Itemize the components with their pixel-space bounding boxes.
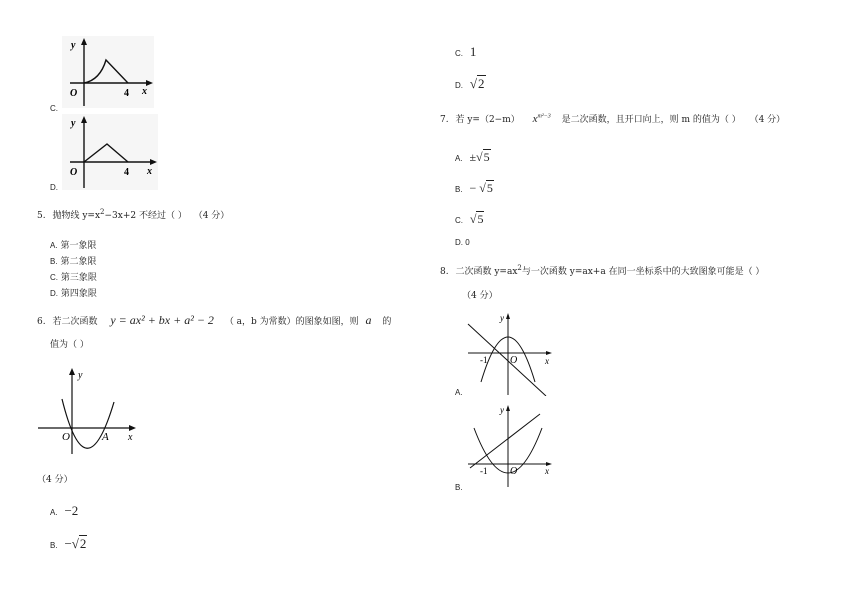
q6-lead: 若二次函数 (52, 317, 98, 327)
q8-text-a: 二次函数 y=ax (455, 267, 518, 277)
q5-opt-letter: A. (50, 241, 58, 250)
q6-option-d[interactable] (455, 76, 486, 92)
q6-var-a: a (365, 313, 372, 327)
q5-exp: 2 (100, 208, 105, 216)
q4c-origin: O (70, 88, 78, 99)
q4d-axis-y: y (71, 118, 76, 129)
q6-paren: （ a，b 为常数）的图象如图，则 (224, 317, 359, 327)
q7-opt-c-letter: C. (455, 216, 463, 225)
q5-opt-letter: C. (50, 273, 58, 282)
q4-option-c-graph (62, 36, 154, 108)
q8-number: 8. (440, 267, 449, 277)
q8b-tick: -1 (480, 466, 488, 476)
q7-opt-a-radicand: 5 (483, 150, 490, 164)
q6-option-a[interactable] (50, 503, 78, 519)
q4c-axis-x: x (142, 86, 147, 97)
q6-tail: 的 (382, 317, 392, 327)
q6-point-a: A (102, 431, 109, 443)
q5-opt-text: 第四象限 (60, 289, 97, 299)
q6-formula: y = ax² + bx + a² − 2 (110, 313, 214, 327)
q7-score: （4 分） (749, 115, 786, 125)
q6-opt-b-letter: B. (50, 541, 58, 550)
q7-opt-a-letter: A. (455, 154, 463, 163)
q5-number: 5. (37, 211, 46, 221)
q5-text-a: 抛物线 y=x (52, 211, 101, 221)
q7-opt-c-radicand: 5 (477, 212, 484, 226)
q5-text-b: −3x+2 不经过（ ） (104, 211, 187, 221)
q7-opt-b-letter: B. (455, 185, 463, 194)
q8-option-b-graph (464, 402, 556, 488)
q7-text-b: 是二次函数，且开口向上，则 m 的值为（ ） (561, 115, 741, 125)
q6-option-c[interactable] (455, 44, 476, 60)
q7-number: 7. (440, 115, 449, 125)
q7-exp: m²−3 (537, 113, 551, 120)
q5-question (37, 208, 229, 221)
q4-option-d-graph (62, 114, 158, 190)
q5-option-c[interactable] (50, 270, 97, 283)
q8-option-b-label[interactable]: B. (455, 483, 463, 492)
q5-opt-letter: D. (50, 289, 58, 298)
q8-text-b: 与一次函数 y=ax+a 在同一坐标系中的大致图象可能是（ ） (521, 267, 765, 277)
q7-option-c[interactable] (455, 212, 484, 227)
q7-opt-b-radicand: 5 (486, 181, 493, 195)
q4-option-c-label[interactable]: C. (50, 104, 58, 113)
q7-base: x (532, 113, 538, 125)
q4d-tick: 4 (124, 167, 129, 178)
q6-graph (34, 364, 144, 456)
q4c-axis-y: y (71, 40, 76, 51)
q5-option-d[interactable] (50, 286, 97, 299)
q6-opt-d-radicand: 2 (478, 76, 485, 91)
q6-axis-y: y (78, 370, 83, 381)
q7-opt-c-value: √5 (469, 212, 484, 226)
q6-opt-d-letter: D. (455, 81, 463, 90)
q6-opt-c-letter: C. (455, 49, 463, 58)
q6-opt-b-minus: − (64, 536, 72, 551)
q6-opt-d-value: √2 (469, 76, 485, 91)
q7-option-a[interactable] (455, 150, 491, 165)
q5-opt-text: 第一象限 (60, 241, 97, 251)
q8-option-a-label[interactable]: A. (455, 388, 463, 397)
q6-score: （4 分） (37, 475, 73, 485)
q6-origin: O (62, 431, 70, 443)
q6-opt-b-value: −√2 (64, 536, 87, 551)
q8b-origin: O (510, 466, 518, 477)
q4c-tick: 4 (124, 88, 129, 99)
q7-option-d[interactable]: D. 0 (455, 238, 470, 247)
q8-exp: 2 (517, 264, 522, 272)
q6-opt-c-value: 1 (469, 44, 477, 59)
q6-question (37, 313, 391, 328)
q6-opt-b-radicand: 2 (79, 536, 87, 551)
q6-option-b[interactable] (50, 536, 87, 552)
q7-opt-b-prefix: − (469, 181, 477, 195)
q8-option-a-graph (464, 310, 556, 396)
q7-opt-a-prefix: ± (469, 150, 477, 164)
q8a-tick: -1 (480, 355, 488, 365)
q4d-axis-x: x (147, 166, 152, 177)
q7-power (533, 113, 551, 125)
q6-number: 6. (37, 317, 46, 327)
q5-opt-text: 第二象限 (60, 257, 97, 267)
q8b-axis-y: y (500, 405, 504, 415)
q8a-axis-x: x (545, 356, 549, 366)
q8b-axis-x: x (545, 466, 549, 476)
q6-question-line2: 值为（ ） (50, 340, 89, 350)
q7-option-b[interactable] (455, 181, 494, 196)
q5-opt-text: 第三象限 (60, 273, 97, 283)
q5-opt-letter: B. (50, 257, 58, 266)
q8a-origin: O (510, 355, 518, 366)
q7-question (440, 112, 785, 125)
q7-text-a: 若 y=（2−m） (455, 115, 520, 125)
q8-question (440, 264, 764, 277)
q6-opt-a-value: −2 (64, 503, 79, 518)
q6-axis-x: x (128, 432, 133, 443)
q7-opt-a-value: ±√5 (469, 150, 490, 164)
q5-option-a[interactable] (50, 238, 96, 251)
q5-option-b[interactable] (50, 254, 96, 267)
q8-score: （4 分） (462, 291, 498, 301)
q4d-origin: O (70, 167, 78, 178)
q4-option-d-label[interactable]: D. (50, 183, 58, 192)
q8a-axis-y: y (500, 313, 504, 323)
q5-score: （4 分） (193, 211, 230, 221)
q7-opt-b-value: − √5 (469, 181, 493, 195)
q6-opt-a-letter: A. (50, 508, 58, 517)
